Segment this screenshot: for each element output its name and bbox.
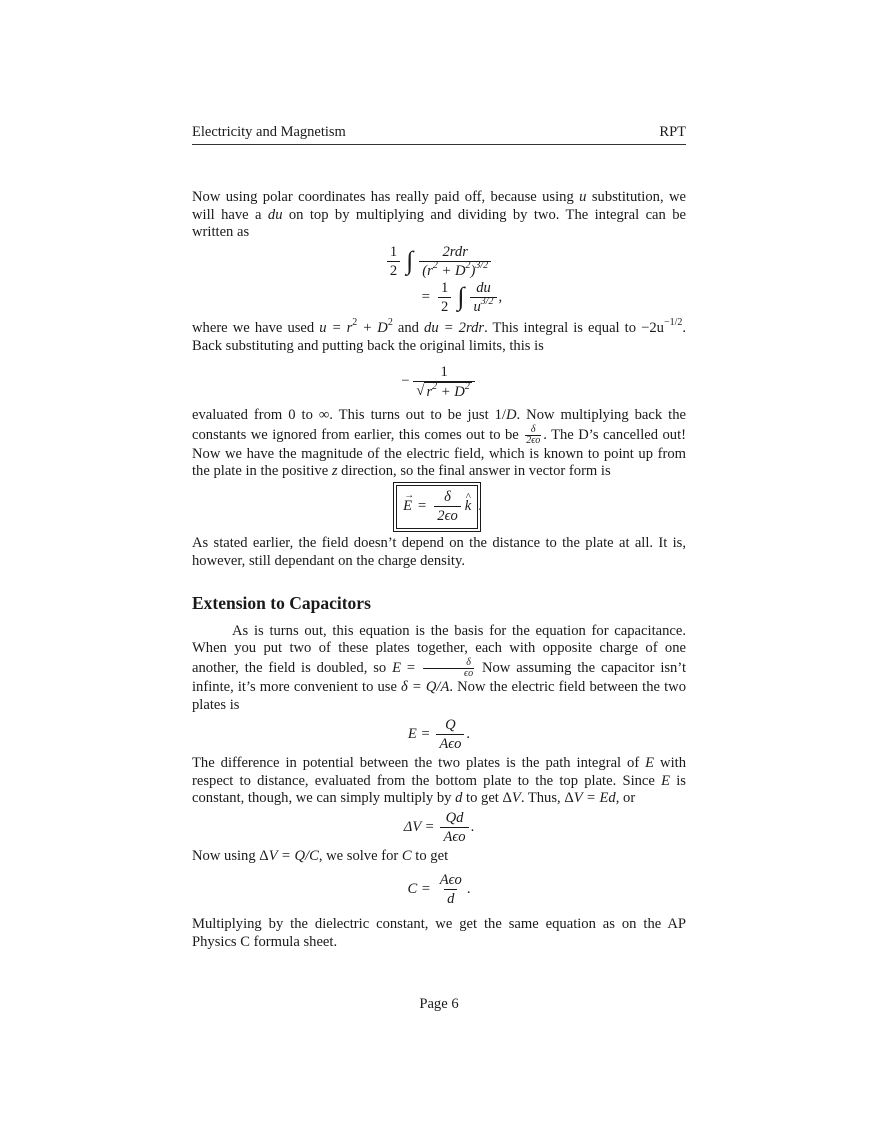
paragraph-6: The difference in potential between the two plates is the path integral of E with respect to distance, evaluated from the bottom plate to the top plate. Since E is constant, though, we can simply multiply by d to get ΔV. Thus, ΔV = Ed, or — [192, 754, 686, 807]
paragraph-3: evaluated from 0 to ∞. This turns out to be just 1/D. Now multiplying back the constants we ignored from earlier, this comes out to be $\frac{\delta}{2\epsilon o}$ . The D’s cancelled out! Now we have the magnitude of the electric field, which is known to point up from the plate in the positive z direction, so the final answer in vector form is — [192, 406, 687, 480]
boxed-answer: → E = $\frac{\delta}{2\epsilon o}$ ^ k . — [192, 485, 686, 529]
header-right-initials: RPT — [659, 124, 686, 140]
paragraph-7: Now using ΔV = Q/C, we solve for C to get — [192, 848, 449, 865]
fraction-half: $\frac{1}{2}$ — [387, 244, 400, 280]
section-heading: Extension to Capacitors — [192, 592, 371, 613]
header-left-title: Electricity and Magnetism — [192, 124, 346, 140]
document-page — [192, 124, 687, 1012]
equation-limits: − 1 √ $r^2 + D^2$ — [192, 364, 686, 401]
page-number: Page 6 — [419, 996, 459, 1012]
fraction-du: $\frac{du}{u^{3/2}}$ — [470, 280, 496, 316]
paragraph-1: Now using polar coordinates has really paid off, because using u substitution, we will have a du on top by multiplying and dividing by two. The integral can be written as — [192, 188, 687, 241]
equation-field: E = $\frac{Q}{\text{Aϵo}}$ . — [407, 716, 471, 752]
equation-integral: $\frac{1}{2}$ ∫ $\frac{\text{2rdr}}{(r^2 + D^2)^{3/2}}$ = $\frac{1}{2}$ ∫ $\frac{du}{u^{3/2}}$ , — [192, 244, 686, 316]
running-header — [192, 124, 686, 145]
equation-capacitance: C = $\frac{\text{Aϵo}}{d}$ . — [407, 871, 471, 907]
integral-sign: ∫ — [406, 246, 414, 276]
equation-potential: ΔV = $\frac{Qd}{\text{Aϵo}}$ . — [403, 810, 475, 846]
paragraph-4: As stated earlier, the field doesn’t depend on the distance to the plate at all. It is, however, still dependant on the charge density. — [192, 535, 686, 569]
paragraph-5: As is turns out, this equation is the basis for the equation for capacitance. When you put two of these plates together, each with opposite charge of one another, the field is doubled, so E = $\frac{\delta}{\epsilon o}$ Now assuming the capacitor isn’t infinte, it’s more convenient to use δ = Q/A. Now the electric field between the two plates is — [192, 622, 687, 713]
fraction-integrand: $\frac{\text{2rdr}}{(r^2 + D^2)^{3/2}}$ — [419, 244, 491, 280]
paragraph-8: Multiplying by the dielectric constant, we get the same equation as on the AP Physics C formula sheet. — [192, 915, 686, 950]
paragraph-2: where we have used $u = r^2 + D^2$ and du = 2rdr. This integral is equal to $-2u^{-1/2}$. Back substituting and putting back the original limits, this is — [192, 317, 687, 354]
